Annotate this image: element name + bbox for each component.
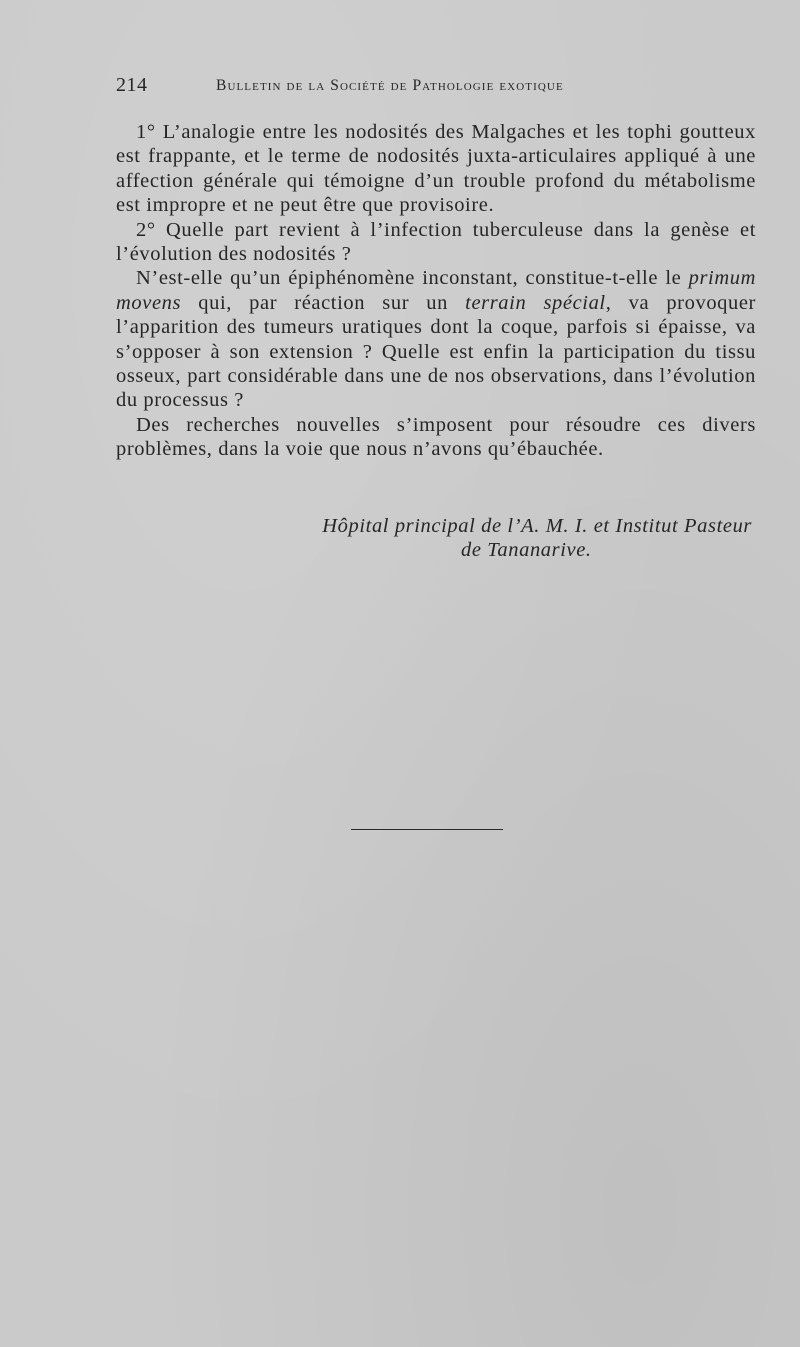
paragraph-3-part-3: , va provoquer l’apparition des tumeurs uratiques dont la coque, parfois si épaisse, va s’opposer à son extension ? Quelle est enfin la participation du tissu osseux, part considérable dans une de nos observations, dans l’évolution du processus ? — [116, 291, 756, 412]
affiliation-line-2: de Tananarive. — [461, 539, 592, 562]
running-head: Bulletin de la Société de Pathologie exotique — [216, 77, 564, 94]
page-number: 214 — [116, 74, 148, 96]
paragraph-3-italic-2: terrain spécial — [465, 291, 606, 314]
end-rule — [351, 829, 503, 830]
paragraph-1: 1° L’analogie entre les nodosités des Malgaches et les tophi goutteux est frappante, et le terme de nodosités juxta-articulaires appliqué à une affection générale qui témoigne d’un trouble profond du métabolisme est impropre et ne peut être que provisoire. — [116, 121, 756, 217]
body-text — [116, 120, 756, 462]
paragraph-3 — [116, 266, 756, 412]
affiliation — [116, 514, 756, 563]
paragraph-3-italic-1: primum movens — [116, 267, 756, 314]
paragraph-2: 2° Quelle part revient à l’infection tuberculeuse dans la genèse et l’évolution des nodosités ? — [116, 218, 756, 266]
paragraph-4: Des recherches nouvelles s’imposent pour résoudre ces divers problèmes, dans la voie que nous n’avons qu’ébauchée. — [116, 413, 756, 461]
page-header — [116, 74, 656, 104]
paragraph-3-part-2: qui, par réaction sur un — [181, 291, 466, 314]
paragraph-3-part-1: N’est-elle qu’un épiphénomène inconstant, constitue-t-elle le — [136, 267, 689, 290]
affiliation-line-1: Hôpital principal de l’A. M. I. et Institut Pasteur — [322, 515, 752, 537]
